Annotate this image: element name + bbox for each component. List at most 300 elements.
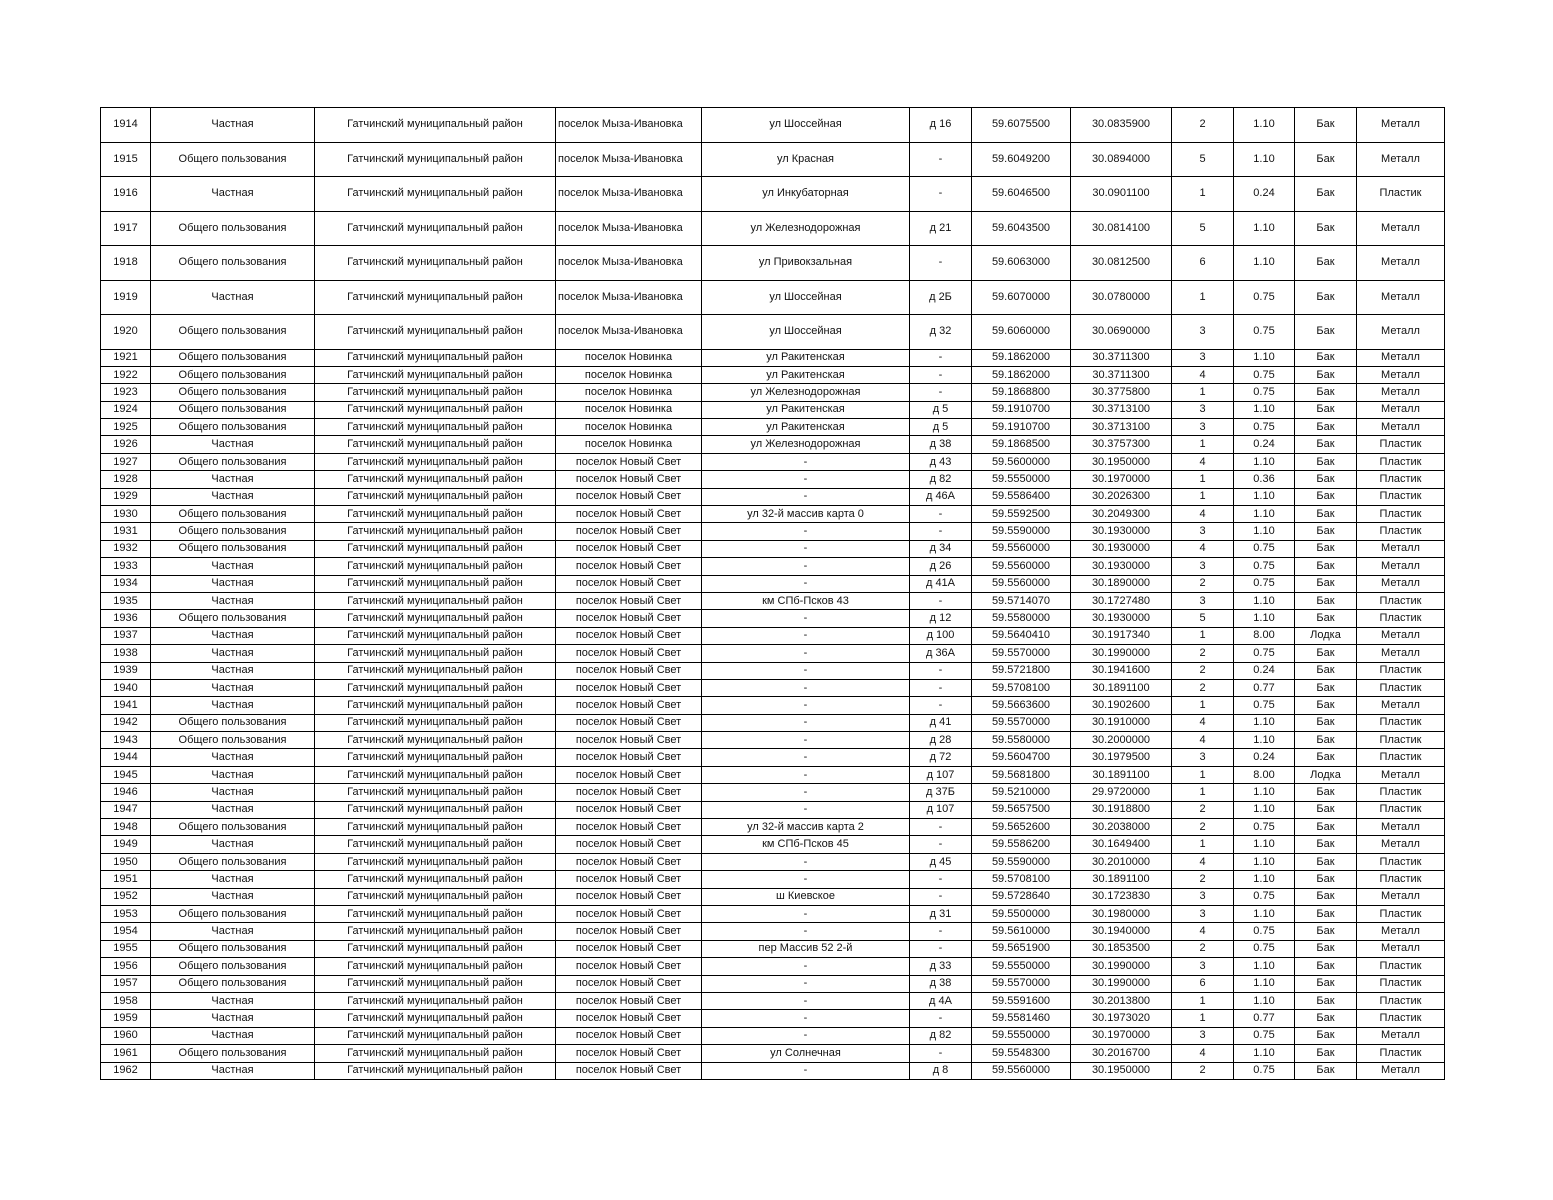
cell-volume: 1.10 bbox=[1234, 592, 1295, 609]
cell-volume: 0.75 bbox=[1234, 645, 1295, 662]
cell-street: ул Железнодорожная bbox=[702, 211, 910, 246]
cell-street: ул Ракитенская bbox=[702, 366, 910, 383]
cell-settlement: поселок Новый Свет bbox=[556, 506, 702, 523]
cell-latitude: 59.5500000 bbox=[972, 906, 1071, 923]
cell-volume: 1.10 bbox=[1234, 610, 1295, 627]
cell-settlement: поселок Новинка bbox=[556, 419, 702, 436]
table-row bbox=[101, 923, 1445, 940]
cell-container-type: Бак bbox=[1295, 679, 1357, 696]
cell-latitude: 59.6075500 bbox=[972, 108, 1071, 143]
cell-settlement: поселок Новый Свет bbox=[556, 749, 702, 766]
cell-settlement: поселок Новый Свет bbox=[556, 958, 702, 975]
cell-district: Гатчинский муниципальный район bbox=[315, 1062, 556, 1079]
cell-row-number: 1962 bbox=[101, 1062, 151, 1079]
cell-longitude: 30.1990000 bbox=[1071, 645, 1172, 662]
cell-row-number: 1946 bbox=[101, 784, 151, 801]
cell-longitude: 30.1917340 bbox=[1071, 627, 1172, 644]
cell-longitude: 30.1723830 bbox=[1071, 888, 1172, 905]
cell-district: Гатчинский муниципальный район bbox=[315, 436, 556, 453]
cell-house: д 37Б bbox=[910, 784, 972, 801]
cell-ownership: Общего пользования bbox=[151, 906, 315, 923]
cell-container-type: Бак bbox=[1295, 697, 1357, 714]
cell-material: Металл bbox=[1357, 923, 1445, 940]
cell-ownership: Частная bbox=[151, 888, 315, 905]
cell-container-count: 1 bbox=[1172, 766, 1234, 783]
cell-container-type: Бак bbox=[1295, 888, 1357, 905]
table-row bbox=[101, 523, 1445, 540]
cell-volume: 0.75 bbox=[1234, 888, 1295, 905]
cell-street: - bbox=[702, 558, 910, 575]
cell-container-type: Бак bbox=[1295, 177, 1357, 212]
cell-row-number: 1933 bbox=[101, 558, 151, 575]
cell-street: - bbox=[702, 645, 910, 662]
cell-container-type: Бак bbox=[1295, 958, 1357, 975]
cell-container-count: 4 bbox=[1172, 366, 1234, 383]
cell-longitude: 30.1890000 bbox=[1071, 575, 1172, 592]
cell-house: д 43 bbox=[910, 453, 972, 470]
cell-container-type: Бак bbox=[1295, 506, 1357, 523]
cell-house: - bbox=[910, 836, 972, 853]
cell-street: ул Красная bbox=[702, 142, 910, 177]
cell-settlement: поселок Новый Свет bbox=[556, 592, 702, 609]
table-row bbox=[101, 662, 1445, 679]
cell-house: д 8 bbox=[910, 1062, 972, 1079]
cell-material: Металл bbox=[1357, 575, 1445, 592]
cell-longitude: 30.2013800 bbox=[1071, 992, 1172, 1009]
cell-street: - bbox=[702, 1062, 910, 1079]
cell-district: Гатчинский муниципальный район bbox=[315, 315, 556, 350]
cell-material: Пластик bbox=[1357, 958, 1445, 975]
cell-material: Пластик bbox=[1357, 436, 1445, 453]
cell-ownership: Общего пользования bbox=[151, 211, 315, 246]
cell-longitude: 30.1930000 bbox=[1071, 558, 1172, 575]
cell-container-count: 5 bbox=[1172, 610, 1234, 627]
cell-volume: 1.10 bbox=[1234, 1045, 1295, 1062]
cell-container-type: Бак bbox=[1295, 906, 1357, 923]
cell-district: Гатчинский муниципальный район bbox=[315, 211, 556, 246]
cell-ownership: Частная bbox=[151, 471, 315, 488]
cell-row-number: 1938 bbox=[101, 645, 151, 662]
cell-settlement: поселок Мыза-Ивановка bbox=[556, 246, 702, 281]
cell-district: Гатчинский муниципальный район bbox=[315, 801, 556, 818]
cell-settlement: поселок Новинка bbox=[556, 384, 702, 401]
cell-row-number: 1950 bbox=[101, 853, 151, 870]
table-row bbox=[101, 784, 1445, 801]
cell-house: д 28 bbox=[910, 732, 972, 749]
cell-district: Гатчинский муниципальный район bbox=[315, 714, 556, 731]
cell-container-count: 2 bbox=[1172, 662, 1234, 679]
table-row bbox=[101, 627, 1445, 644]
table-row bbox=[101, 506, 1445, 523]
cell-street: - bbox=[702, 992, 910, 1009]
cell-settlement: поселок Новый Свет bbox=[556, 853, 702, 870]
cell-row-number: 1924 bbox=[101, 401, 151, 418]
cell-district: Гатчинский муниципальный район bbox=[315, 592, 556, 609]
cell-ownership: Общего пользования bbox=[151, 453, 315, 470]
cell-house: - bbox=[910, 142, 972, 177]
cell-material: Пластик bbox=[1357, 906, 1445, 923]
cell-settlement: поселок Новый Свет bbox=[556, 836, 702, 853]
cell-volume: 0.75 bbox=[1234, 384, 1295, 401]
cell-ownership: Частная bbox=[151, 801, 315, 818]
table-row bbox=[101, 108, 1445, 143]
cell-settlement: поселок Новый Свет bbox=[556, 992, 702, 1009]
cell-settlement: поселок Мыза-Ивановка bbox=[556, 142, 702, 177]
cell-settlement: поселок Новый Свет bbox=[556, 784, 702, 801]
cell-latitude: 59.5581460 bbox=[972, 1010, 1071, 1027]
cell-volume: 1.10 bbox=[1234, 906, 1295, 923]
cell-longitude: 30.3711300 bbox=[1071, 349, 1172, 366]
cell-material: Металл bbox=[1357, 401, 1445, 418]
cell-district: Гатчинский муниципальный район bbox=[315, 401, 556, 418]
cell-volume: 0.75 bbox=[1234, 1027, 1295, 1044]
cell-row-number: 1957 bbox=[101, 975, 151, 992]
cell-row-number: 1934 bbox=[101, 575, 151, 592]
cell-ownership: Общего пользования bbox=[151, 714, 315, 731]
cell-material: Металл bbox=[1357, 384, 1445, 401]
cell-volume: 0.75 bbox=[1234, 575, 1295, 592]
cell-house: д 32 bbox=[910, 315, 972, 350]
cell-ownership: Частная bbox=[151, 679, 315, 696]
cell-container-count: 3 bbox=[1172, 749, 1234, 766]
cell-street: - bbox=[702, 575, 910, 592]
cell-latitude: 59.5590000 bbox=[972, 853, 1071, 870]
cell-latitude: 59.5663600 bbox=[972, 697, 1071, 714]
cell-material: Металл bbox=[1357, 940, 1445, 957]
cell-row-number: 1954 bbox=[101, 923, 151, 940]
cell-house: д 5 bbox=[910, 419, 972, 436]
cell-house: д 107 bbox=[910, 801, 972, 818]
cell-house: - bbox=[910, 246, 972, 281]
cell-street: ул Ракитенская bbox=[702, 419, 910, 436]
cell-longitude: 30.1940000 bbox=[1071, 923, 1172, 940]
cell-latitude: 59.5570000 bbox=[972, 975, 1071, 992]
cell-district: Гатчинский муниципальный район bbox=[315, 836, 556, 853]
cell-settlement: поселок Новый Свет bbox=[556, 645, 702, 662]
cell-material: Металл bbox=[1357, 627, 1445, 644]
cell-container-count: 1 bbox=[1172, 280, 1234, 315]
cell-longitude: 29.9720000 bbox=[1071, 784, 1172, 801]
cell-settlement: поселок Новый Свет bbox=[556, 627, 702, 644]
cell-volume: 0.24 bbox=[1234, 662, 1295, 679]
cell-house: - bbox=[910, 384, 972, 401]
cell-container-type: Бак bbox=[1295, 732, 1357, 749]
cell-ownership: Общего пользования bbox=[151, 506, 315, 523]
cell-ownership: Общего пользования bbox=[151, 958, 315, 975]
table-row bbox=[101, 749, 1445, 766]
cell-material: Пластик bbox=[1357, 679, 1445, 696]
cell-settlement: поселок Новый Свет bbox=[556, 801, 702, 818]
cell-street: ул Привокзальная bbox=[702, 246, 910, 281]
cell-longitude: 30.0814100 bbox=[1071, 211, 1172, 246]
cell-longitude: 30.3711300 bbox=[1071, 366, 1172, 383]
cell-settlement: поселок Новый Свет bbox=[556, 714, 702, 731]
cell-material: Металл bbox=[1357, 419, 1445, 436]
cell-latitude: 59.5708100 bbox=[972, 871, 1071, 888]
cell-row-number: 1951 bbox=[101, 871, 151, 888]
cell-volume: 1.10 bbox=[1234, 784, 1295, 801]
cell-settlement: поселок Новинка bbox=[556, 349, 702, 366]
cell-street: - bbox=[702, 1027, 910, 1044]
table-row bbox=[101, 801, 1445, 818]
cell-street: - bbox=[702, 453, 910, 470]
cell-ownership: Частная bbox=[151, 558, 315, 575]
cell-latitude: 59.6063000 bbox=[972, 246, 1071, 281]
cell-row-number: 1931 bbox=[101, 523, 151, 540]
cell-row-number: 1930 bbox=[101, 506, 151, 523]
cell-longitude: 30.0835900 bbox=[1071, 108, 1172, 143]
cell-house: д 5 bbox=[910, 401, 972, 418]
cell-house: - bbox=[910, 697, 972, 714]
table-body bbox=[101, 108, 1445, 1080]
cell-volume: 1.10 bbox=[1234, 488, 1295, 505]
cell-latitude: 59.5604700 bbox=[972, 749, 1071, 766]
cell-longitude: 30.0901100 bbox=[1071, 177, 1172, 212]
cell-material: Пластик bbox=[1357, 177, 1445, 212]
cell-volume: 1.10 bbox=[1234, 975, 1295, 992]
cell-house: - bbox=[910, 177, 972, 212]
cell-latitude: 59.5550000 bbox=[972, 1027, 1071, 1044]
cell-row-number: 1928 bbox=[101, 471, 151, 488]
cell-row-number: 1929 bbox=[101, 488, 151, 505]
cell-street: ул Инкубаторная bbox=[702, 177, 910, 212]
cell-latitude: 59.5600000 bbox=[972, 453, 1071, 470]
cell-container-count: 1 bbox=[1172, 436, 1234, 453]
cell-container-count: 3 bbox=[1172, 906, 1234, 923]
cell-district: Гатчинский муниципальный район bbox=[315, 645, 556, 662]
cell-settlement: поселок Новинка bbox=[556, 366, 702, 383]
cell-row-number: 1914 bbox=[101, 108, 151, 143]
cell-settlement: поселок Новый Свет bbox=[556, 819, 702, 836]
cell-material: Пластик bbox=[1357, 871, 1445, 888]
cell-longitude: 30.3757300 bbox=[1071, 436, 1172, 453]
cell-longitude: 30.1970000 bbox=[1071, 471, 1172, 488]
cell-volume: 0.24 bbox=[1234, 749, 1295, 766]
cell-longitude: 30.2026300 bbox=[1071, 488, 1172, 505]
cell-longitude: 30.2049300 bbox=[1071, 506, 1172, 523]
cell-ownership: Частная bbox=[151, 784, 315, 801]
cell-ownership: Общего пользования bbox=[151, 366, 315, 383]
cell-container-type: Бак bbox=[1295, 349, 1357, 366]
cell-settlement: поселок Новый Свет bbox=[556, 1062, 702, 1079]
cell-district: Гатчинский муниципальный район bbox=[315, 888, 556, 905]
cell-volume: 1.10 bbox=[1234, 992, 1295, 1009]
cell-street: пер Массив 52 2-й bbox=[702, 940, 910, 957]
cell-material: Пластик bbox=[1357, 471, 1445, 488]
cell-house: д 82 bbox=[910, 1027, 972, 1044]
cell-material: Пластик bbox=[1357, 801, 1445, 818]
cell-longitude: 30.0812500 bbox=[1071, 246, 1172, 281]
cell-house: - bbox=[910, 940, 972, 957]
cell-material: Металл bbox=[1357, 349, 1445, 366]
cell-longitude: 30.3713100 bbox=[1071, 419, 1172, 436]
cell-row-number: 1917 bbox=[101, 211, 151, 246]
cell-container-type: Бак bbox=[1295, 280, 1357, 315]
cell-house: д 72 bbox=[910, 749, 972, 766]
table-row bbox=[101, 853, 1445, 870]
cell-row-number: 1944 bbox=[101, 749, 151, 766]
cell-container-count: 3 bbox=[1172, 523, 1234, 540]
cell-volume: 8.00 bbox=[1234, 627, 1295, 644]
cell-house: - bbox=[910, 679, 972, 696]
cell-longitude: 30.1950000 bbox=[1071, 1062, 1172, 1079]
cell-container-count: 2 bbox=[1172, 1062, 1234, 1079]
cell-street: - bbox=[702, 958, 910, 975]
cell-row-number: 1926 bbox=[101, 436, 151, 453]
table-row bbox=[101, 349, 1445, 366]
cell-longitude: 30.3775800 bbox=[1071, 384, 1172, 401]
cell-district: Гатчинский муниципальный район bbox=[315, 940, 556, 957]
cell-volume: 0.75 bbox=[1234, 923, 1295, 940]
cell-street: - bbox=[702, 471, 910, 488]
cell-material: Металл bbox=[1357, 246, 1445, 281]
table-row bbox=[101, 558, 1445, 575]
cell-container-type: Бак bbox=[1295, 575, 1357, 592]
cell-material: Металл bbox=[1357, 1062, 1445, 1079]
cell-container-type: Бак bbox=[1295, 819, 1357, 836]
cell-material: Металл bbox=[1357, 366, 1445, 383]
cell-material: Металл bbox=[1357, 697, 1445, 714]
cell-container-count: 5 bbox=[1172, 142, 1234, 177]
cell-ownership: Частная bbox=[151, 1010, 315, 1027]
cell-district: Гатчинский муниципальный район bbox=[315, 366, 556, 383]
cell-settlement: поселок Новый Свет bbox=[556, 610, 702, 627]
cell-container-count: 1 bbox=[1172, 836, 1234, 853]
cell-container-type: Бак bbox=[1295, 108, 1357, 143]
cell-settlement: поселок Новый Свет bbox=[556, 766, 702, 783]
cell-street: - bbox=[702, 871, 910, 888]
cell-volume: 1.10 bbox=[1234, 506, 1295, 523]
cell-district: Гатчинский муниципальный район bbox=[315, 1045, 556, 1062]
cell-row-number: 1959 bbox=[101, 1010, 151, 1027]
cell-street: - bbox=[702, 975, 910, 992]
cell-house: - bbox=[910, 871, 972, 888]
cell-street: ул Шоссейная bbox=[702, 108, 910, 143]
cell-container-type: Бак bbox=[1295, 784, 1357, 801]
cell-street: - bbox=[702, 853, 910, 870]
cell-street: - bbox=[702, 488, 910, 505]
cell-district: Гатчинский муниципальный район bbox=[315, 142, 556, 177]
cell-ownership: Общего пользования bbox=[151, 732, 315, 749]
cell-house: д 31 bbox=[910, 906, 972, 923]
cell-material: Пластик bbox=[1357, 662, 1445, 679]
cell-container-count: 3 bbox=[1172, 958, 1234, 975]
cell-row-number: 1932 bbox=[101, 540, 151, 557]
cell-street: - bbox=[702, 523, 910, 540]
cell-district: Гатчинский муниципальный район bbox=[315, 540, 556, 557]
cell-row-number: 1941 bbox=[101, 697, 151, 714]
table-row bbox=[101, 1010, 1445, 1027]
cell-material: Пластик bbox=[1357, 992, 1445, 1009]
cell-container-type: Бак bbox=[1295, 1010, 1357, 1027]
cell-latitude: 59.5651900 bbox=[972, 940, 1071, 957]
cell-longitude: 30.1950000 bbox=[1071, 453, 1172, 470]
table-row bbox=[101, 992, 1445, 1009]
cell-row-number: 1960 bbox=[101, 1027, 151, 1044]
cell-district: Гатчинский муниципальный район bbox=[315, 662, 556, 679]
cell-latitude: 59.5590000 bbox=[972, 523, 1071, 540]
cell-container-count: 2 bbox=[1172, 801, 1234, 818]
cell-container-type: Бак bbox=[1295, 1027, 1357, 1044]
cell-container-type: Бак bbox=[1295, 801, 1357, 818]
cell-container-count: 3 bbox=[1172, 419, 1234, 436]
cell-house: д 4А bbox=[910, 992, 972, 1009]
cell-material: Металл bbox=[1357, 819, 1445, 836]
cell-container-count: 2 bbox=[1172, 819, 1234, 836]
cell-material: Пластик bbox=[1357, 453, 1445, 470]
cell-house: - bbox=[910, 506, 972, 523]
cell-volume: 1.10 bbox=[1234, 836, 1295, 853]
cell-district: Гатчинский муниципальный район bbox=[315, 958, 556, 975]
cell-house: - bbox=[910, 1010, 972, 1027]
cell-latitude: 59.5560000 bbox=[972, 575, 1071, 592]
cell-latitude: 59.6046500 bbox=[972, 177, 1071, 212]
cell-container-type: Бак bbox=[1295, 453, 1357, 470]
cell-container-type: Бак bbox=[1295, 975, 1357, 992]
cell-container-type: Бак bbox=[1295, 940, 1357, 957]
cell-longitude: 30.1891100 bbox=[1071, 679, 1172, 696]
cell-ownership: Общего пользования bbox=[151, 610, 315, 627]
cell-district: Гатчинский муниципальный район bbox=[315, 766, 556, 783]
cell-row-number: 1949 bbox=[101, 836, 151, 853]
cell-house: д 82 bbox=[910, 471, 972, 488]
cell-container-count: 2 bbox=[1172, 575, 1234, 592]
cell-longitude: 30.1910000 bbox=[1071, 714, 1172, 731]
cell-row-number: 1923 bbox=[101, 384, 151, 401]
cell-volume: 0.77 bbox=[1234, 1010, 1295, 1027]
cell-row-number: 1927 bbox=[101, 453, 151, 470]
table-row bbox=[101, 315, 1445, 350]
cell-material: Пластик bbox=[1357, 975, 1445, 992]
table-row bbox=[101, 766, 1445, 783]
cell-ownership: Частная bbox=[151, 592, 315, 609]
cell-row-number: 1958 bbox=[101, 992, 151, 1009]
cell-container-count: 3 bbox=[1172, 315, 1234, 350]
cell-district: Гатчинский муниципальный район bbox=[315, 506, 556, 523]
cell-house: - bbox=[910, 662, 972, 679]
cell-container-count: 1 bbox=[1172, 488, 1234, 505]
cell-row-number: 1921 bbox=[101, 349, 151, 366]
cell-container-type: Бак bbox=[1295, 992, 1357, 1009]
table-row bbox=[101, 401, 1445, 418]
cell-row-number: 1945 bbox=[101, 766, 151, 783]
cell-container-count: 1 bbox=[1172, 177, 1234, 212]
cell-ownership: Частная bbox=[151, 177, 315, 212]
cell-longitude: 30.2038000 bbox=[1071, 819, 1172, 836]
cell-container-type: Бак bbox=[1295, 436, 1357, 453]
cell-house: - bbox=[910, 523, 972, 540]
cell-volume: 8.00 bbox=[1234, 766, 1295, 783]
cell-district: Гатчинский муниципальный район bbox=[315, 453, 556, 470]
cell-container-count: 6 bbox=[1172, 246, 1234, 281]
cell-street: - bbox=[702, 906, 910, 923]
cell-longitude: 30.2016700 bbox=[1071, 1045, 1172, 1062]
cell-row-number: 1937 bbox=[101, 627, 151, 644]
cell-house: - bbox=[910, 349, 972, 366]
cell-latitude: 59.5580000 bbox=[972, 610, 1071, 627]
cell-ownership: Частная bbox=[151, 766, 315, 783]
cell-container-type: Бак bbox=[1295, 523, 1357, 540]
cell-container-type: Бак bbox=[1295, 366, 1357, 383]
cell-district: Гатчинский муниципальный район bbox=[315, 819, 556, 836]
cell-row-number: 1939 bbox=[101, 662, 151, 679]
cell-row-number: 1918 bbox=[101, 246, 151, 281]
cell-settlement: поселок Новый Свет bbox=[556, 923, 702, 940]
cell-district: Гатчинский муниципальный район bbox=[315, 853, 556, 870]
cell-material: Металл bbox=[1357, 108, 1445, 143]
data-table bbox=[100, 107, 1445, 1080]
cell-container-count: 4 bbox=[1172, 1045, 1234, 1062]
